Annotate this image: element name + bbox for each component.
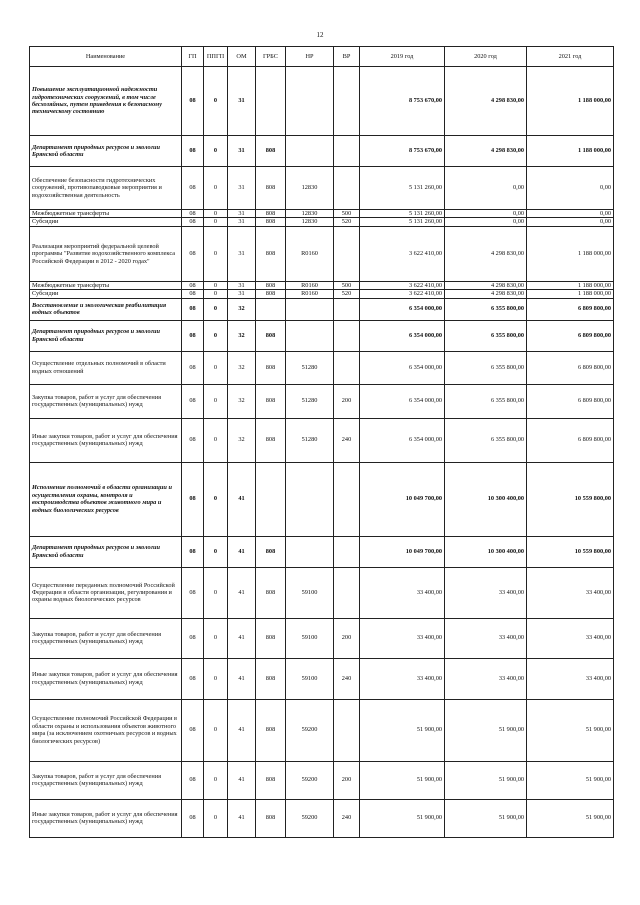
row-nr: 59200 (286, 699, 334, 761)
row-vr (334, 136, 360, 167)
row-nr (286, 298, 334, 320)
row-grbs: 808 (256, 167, 286, 210)
row-ppgp: 0 (204, 136, 228, 167)
table-row (30, 290, 614, 298)
row-name: Субсидии (30, 218, 182, 226)
table-row (30, 210, 614, 218)
row-amount-2019: 8 753 670,00 (360, 136, 445, 167)
table-row (30, 136, 614, 167)
row-vr (334, 167, 360, 210)
table-header-row (30, 47, 614, 67)
row-ppgp: 0 (204, 384, 228, 418)
row-name: Исполнение полномочий в области организации и осуществления охраны, контроля и воспроизводства объектов животного мира и водных биологических ресурсов (30, 462, 182, 536)
row-amount-2020: 4 298 830,00 (445, 290, 527, 298)
row-name: Департамент природных ресурсов и экологии Брянской области (30, 536, 182, 567)
header-gp: ГП (182, 47, 204, 67)
row-grbs: 808 (256, 320, 286, 351)
row-vr: 240 (334, 799, 360, 837)
row-name: Субсидии (30, 290, 182, 298)
row-om: 31 (228, 281, 256, 289)
table-row (30, 618, 614, 658)
row-gp: 08 (182, 226, 204, 281)
row-gp: 08 (182, 67, 204, 136)
row-amount-2020: 4 298 830,00 (445, 136, 527, 167)
row-vr: 240 (334, 418, 360, 462)
row-gp: 08 (182, 462, 204, 536)
row-amount-2021: 0,00 (527, 210, 614, 218)
row-nr: 12830 (286, 218, 334, 226)
row-amount-2021: 33 400,00 (527, 618, 614, 658)
row-nr (286, 536, 334, 567)
row-ppgp: 0 (204, 226, 228, 281)
row-vr (334, 536, 360, 567)
row-name: Обеспечение безопасности гидротехнических сооружений, противопаводковые мероприятия и водохозяйственная деятельность (30, 167, 182, 210)
row-grbs: 808 (256, 799, 286, 837)
row-nr: 51280 (286, 384, 334, 418)
row-amount-2020: 51 900,00 (445, 699, 527, 761)
row-gp: 08 (182, 210, 204, 218)
row-amount-2020: 0,00 (445, 210, 527, 218)
row-amount-2021: 6 809 800,00 (527, 384, 614, 418)
row-amount-2019: 51 900,00 (360, 761, 445, 799)
row-name: Восстановление и экологическая реабилитация водных объектов (30, 298, 182, 320)
row-amount-2020: 6 355 800,00 (445, 418, 527, 462)
row-amount-2019: 6 354 000,00 (360, 351, 445, 384)
row-name: Департамент природных ресурсов и экологии Брянской области (30, 320, 182, 351)
row-nr: 59100 (286, 658, 334, 699)
row-grbs (256, 298, 286, 320)
row-amount-2021: 33 400,00 (527, 567, 614, 618)
row-amount-2021: 51 900,00 (527, 761, 614, 799)
row-amount-2021: 6 809 800,00 (527, 320, 614, 351)
row-amount-2019: 6 354 000,00 (360, 298, 445, 320)
row-name: Иные закупки товаров, работ и услуг для обеспечения государственных (муниципальных) нужд (30, 418, 182, 462)
row-grbs: 808 (256, 210, 286, 218)
row-om: 41 (228, 761, 256, 799)
row-vr (334, 320, 360, 351)
row-ppgp: 0 (204, 536, 228, 567)
row-amount-2019: 33 400,00 (360, 618, 445, 658)
row-nr (286, 67, 334, 136)
row-vr: 200 (334, 761, 360, 799)
row-amount-2021: 1 188 000,00 (527, 290, 614, 298)
row-om: 31 (228, 218, 256, 226)
table-row (30, 167, 614, 210)
row-grbs (256, 462, 286, 536)
table-row (30, 799, 614, 837)
row-vr (334, 67, 360, 136)
row-amount-2021: 6 809 800,00 (527, 351, 614, 384)
header-om: ОМ (228, 47, 256, 67)
header-grbs: ГРБС (256, 47, 286, 67)
row-om: 31 (228, 167, 256, 210)
row-amount-2020: 0,00 (445, 167, 527, 210)
row-amount-2021: 51 900,00 (527, 799, 614, 837)
row-amount-2020: 6 355 800,00 (445, 384, 527, 418)
row-gp: 08 (182, 136, 204, 167)
row-amount-2019: 5 131 260,00 (360, 167, 445, 210)
row-gp: 08 (182, 618, 204, 658)
row-vr (334, 699, 360, 761)
table-row (30, 658, 614, 699)
row-name: Осуществление переданных полномочий Российской Федерации в области организации, регулирования и охраны водных биологических ресурсов (30, 567, 182, 618)
row-gp: 08 (182, 298, 204, 320)
row-amount-2019: 3 622 410,00 (360, 281, 445, 289)
row-amount-2019: 8 753 670,00 (360, 67, 445, 136)
row-ppgp: 0 (204, 67, 228, 136)
row-grbs (256, 67, 286, 136)
row-gp: 08 (182, 290, 204, 298)
row-gp: 08 (182, 167, 204, 210)
row-amount-2020: 51 900,00 (445, 761, 527, 799)
row-amount-2021: 1 188 000,00 (527, 226, 614, 281)
row-name: Иные закупки товаров, работ и услуг для обеспечения государственных (муниципальных) нужд (30, 658, 182, 699)
row-nr: 51280 (286, 418, 334, 462)
table-row (30, 384, 614, 418)
row-om: 32 (228, 298, 256, 320)
row-om: 41 (228, 799, 256, 837)
row-ppgp: 0 (204, 218, 228, 226)
row-amount-2021: 1 188 000,00 (527, 136, 614, 167)
table-row (30, 699, 614, 761)
row-vr: 200 (334, 618, 360, 658)
row-gp: 08 (182, 658, 204, 699)
row-grbs: 808 (256, 136, 286, 167)
row-grbs: 808 (256, 658, 286, 699)
row-nr: 59100 (286, 618, 334, 658)
row-amount-2021: 6 809 800,00 (527, 418, 614, 462)
row-ppgp: 0 (204, 567, 228, 618)
row-om: 41 (228, 658, 256, 699)
row-grbs: 808 (256, 618, 286, 658)
row-name: Повышение эксплуатационной надежности гидротехнических сооружений, в том числе бесхозяйных, путем приведения к безопасному техническому состоянию (30, 67, 182, 136)
row-name: Межбюджетные трансферты (30, 210, 182, 218)
row-ppgp: 0 (204, 290, 228, 298)
row-ppgp: 0 (204, 167, 228, 210)
row-nr: 59100 (286, 567, 334, 618)
header-name: Наименование (30, 47, 182, 67)
row-nr (286, 320, 334, 351)
table-row (30, 418, 614, 462)
row-name: Закупка товаров, работ и услуг для обеспечения государственных (муниципальных) нужд (30, 761, 182, 799)
row-om: 41 (228, 699, 256, 761)
table-row (30, 281, 614, 289)
row-ppgp: 0 (204, 618, 228, 658)
row-amount-2019: 6 354 000,00 (360, 320, 445, 351)
row-amount-2019: 3 622 410,00 (360, 290, 445, 298)
row-vr: 520 (334, 290, 360, 298)
row-ppgp: 0 (204, 418, 228, 462)
row-amount-2021: 1 188 000,00 (527, 281, 614, 289)
row-om: 32 (228, 418, 256, 462)
row-amount-2020: 4 298 830,00 (445, 281, 527, 289)
row-amount-2020: 10 300 400,00 (445, 462, 527, 536)
table-row (30, 536, 614, 567)
row-name: Иные закупки товаров, работ и услуг для обеспечения государственных (муниципальных) нужд (30, 799, 182, 837)
row-name: Межбюджетные трансферты (30, 281, 182, 289)
row-amount-2019: 3 622 410,00 (360, 226, 445, 281)
row-amount-2019: 51 900,00 (360, 799, 445, 837)
table-row (30, 226, 614, 281)
table-row (30, 462, 614, 536)
row-om: 31 (228, 226, 256, 281)
row-nr: R0160 (286, 281, 334, 289)
row-ppgp: 0 (204, 351, 228, 384)
header-2019: 2019 год (360, 47, 445, 67)
row-om: 31 (228, 136, 256, 167)
row-nr (286, 136, 334, 167)
row-om: 41 (228, 536, 256, 567)
row-gp: 08 (182, 218, 204, 226)
row-nr: 59200 (286, 799, 334, 837)
row-nr: 12830 (286, 210, 334, 218)
row-vr (334, 351, 360, 384)
row-amount-2020: 33 400,00 (445, 618, 527, 658)
row-amount-2019: 6 354 000,00 (360, 384, 445, 418)
row-amount-2021: 0,00 (527, 167, 614, 210)
row-amount-2020: 33 400,00 (445, 658, 527, 699)
row-om: 32 (228, 351, 256, 384)
row-ppgp: 0 (204, 799, 228, 837)
row-name: Осуществление отдельных полномочий в области водных отношений (30, 351, 182, 384)
row-amount-2021: 33 400,00 (527, 658, 614, 699)
row-gp: 08 (182, 761, 204, 799)
row-amount-2021: 1 188 000,00 (527, 67, 614, 136)
row-gp: 08 (182, 418, 204, 462)
row-om: 41 (228, 462, 256, 536)
row-gp: 08 (182, 567, 204, 618)
row-vr (334, 567, 360, 618)
row-nr: 51280 (286, 351, 334, 384)
row-grbs: 808 (256, 699, 286, 761)
row-gp: 08 (182, 281, 204, 289)
row-om: 31 (228, 290, 256, 298)
row-amount-2019: 10 049 700,00 (360, 536, 445, 567)
row-vr: 500 (334, 281, 360, 289)
page-number: 12 (316, 31, 324, 39)
row-vr: 200 (334, 384, 360, 418)
row-ppgp: 0 (204, 281, 228, 289)
row-ppgp: 0 (204, 298, 228, 320)
row-nr: 12830 (286, 167, 334, 210)
row-om: 41 (228, 567, 256, 618)
table-row (30, 320, 614, 351)
row-name: Департамент природных ресурсов и экологии Брянской области (30, 136, 182, 167)
row-grbs: 808 (256, 290, 286, 298)
row-amount-2019: 10 049 700,00 (360, 462, 445, 536)
row-gp: 08 (182, 536, 204, 567)
header-2021: 2021 год (527, 47, 614, 67)
row-ppgp: 0 (204, 699, 228, 761)
table-row (30, 567, 614, 618)
row-nr (286, 462, 334, 536)
table-row (30, 351, 614, 384)
header-nr: НР (286, 47, 334, 67)
row-amount-2020: 4 298 830,00 (445, 67, 527, 136)
row-grbs: 808 (256, 384, 286, 418)
row-amount-2020: 0,00 (445, 218, 527, 226)
row-ppgp: 0 (204, 462, 228, 536)
row-gp: 08 (182, 320, 204, 351)
row-om: 32 (228, 320, 256, 351)
row-om: 31 (228, 210, 256, 218)
row-amount-2020: 6 355 800,00 (445, 320, 527, 351)
row-amount-2019: 6 354 000,00 (360, 418, 445, 462)
row-om: 31 (228, 67, 256, 136)
row-gp: 08 (182, 799, 204, 837)
row-grbs: 808 (256, 351, 286, 384)
table-row (30, 298, 614, 320)
header-2020: 2020 год (445, 47, 527, 67)
row-amount-2021: 6 809 800,00 (527, 298, 614, 320)
row-om: 41 (228, 618, 256, 658)
row-vr: 520 (334, 218, 360, 226)
row-amount-2019: 5 131 260,00 (360, 210, 445, 218)
row-amount-2021: 10 559 800,00 (527, 536, 614, 567)
row-nr: R0160 (286, 290, 334, 298)
budget-table (29, 46, 614, 838)
row-grbs: 808 (256, 226, 286, 281)
row-grbs: 808 (256, 418, 286, 462)
row-amount-2020: 6 355 800,00 (445, 351, 527, 384)
row-ppgp: 0 (204, 320, 228, 351)
row-vr: 500 (334, 210, 360, 218)
header-ppgp: ППГП (204, 47, 228, 67)
row-ppgp: 0 (204, 761, 228, 799)
row-vr (334, 462, 360, 536)
row-amount-2021: 10 559 800,00 (527, 462, 614, 536)
row-amount-2020: 4 298 830,00 (445, 226, 527, 281)
row-name: Реализация мероприятий федеральной целевой программы "Развитие водохозяйственного комплекса Российской Федерации в 2012 - 2020 годах" (30, 226, 182, 281)
row-amount-2020: 6 355 800,00 (445, 298, 527, 320)
row-vr (334, 298, 360, 320)
row-nr: R0160 (286, 226, 334, 281)
row-gp: 08 (182, 384, 204, 418)
table-row (30, 218, 614, 226)
row-grbs: 808 (256, 567, 286, 618)
row-om: 32 (228, 384, 256, 418)
row-amount-2019: 51 900,00 (360, 699, 445, 761)
row-vr: 240 (334, 658, 360, 699)
row-grbs: 808 (256, 218, 286, 226)
row-ppgp: 0 (204, 210, 228, 218)
row-ppgp: 0 (204, 658, 228, 699)
row-amount-2021: 0,00 (527, 218, 614, 226)
row-amount-2021: 51 900,00 (527, 699, 614, 761)
row-amount-2020: 10 300 400,00 (445, 536, 527, 567)
row-amount-2020: 51 900,00 (445, 799, 527, 837)
row-nr: 59200 (286, 761, 334, 799)
row-name: Закупка товаров, работ и услуг для обеспечения государственных (муниципальных) нужд (30, 618, 182, 658)
header-vr: ВР (334, 47, 360, 67)
row-grbs: 808 (256, 536, 286, 567)
table-row (30, 761, 614, 799)
table-row (30, 67, 614, 136)
row-name: Закупка товаров, работ и услуг для обеспечения государственных (муниципальных) нужд (30, 384, 182, 418)
row-grbs: 808 (256, 281, 286, 289)
row-amount-2020: 33 400,00 (445, 567, 527, 618)
row-amount-2019: 33 400,00 (360, 567, 445, 618)
row-name: Осуществление полномочий Российской Федерации в области охраны и использования объектов животного мира (за исключением охотничьих ресурсов и водных биологических ресурсов) (30, 699, 182, 761)
row-amount-2019: 33 400,00 (360, 658, 445, 699)
row-amount-2019: 5 131 260,00 (360, 218, 445, 226)
row-gp: 08 (182, 699, 204, 761)
row-gp: 08 (182, 351, 204, 384)
row-grbs: 808 (256, 761, 286, 799)
row-vr (334, 226, 360, 281)
